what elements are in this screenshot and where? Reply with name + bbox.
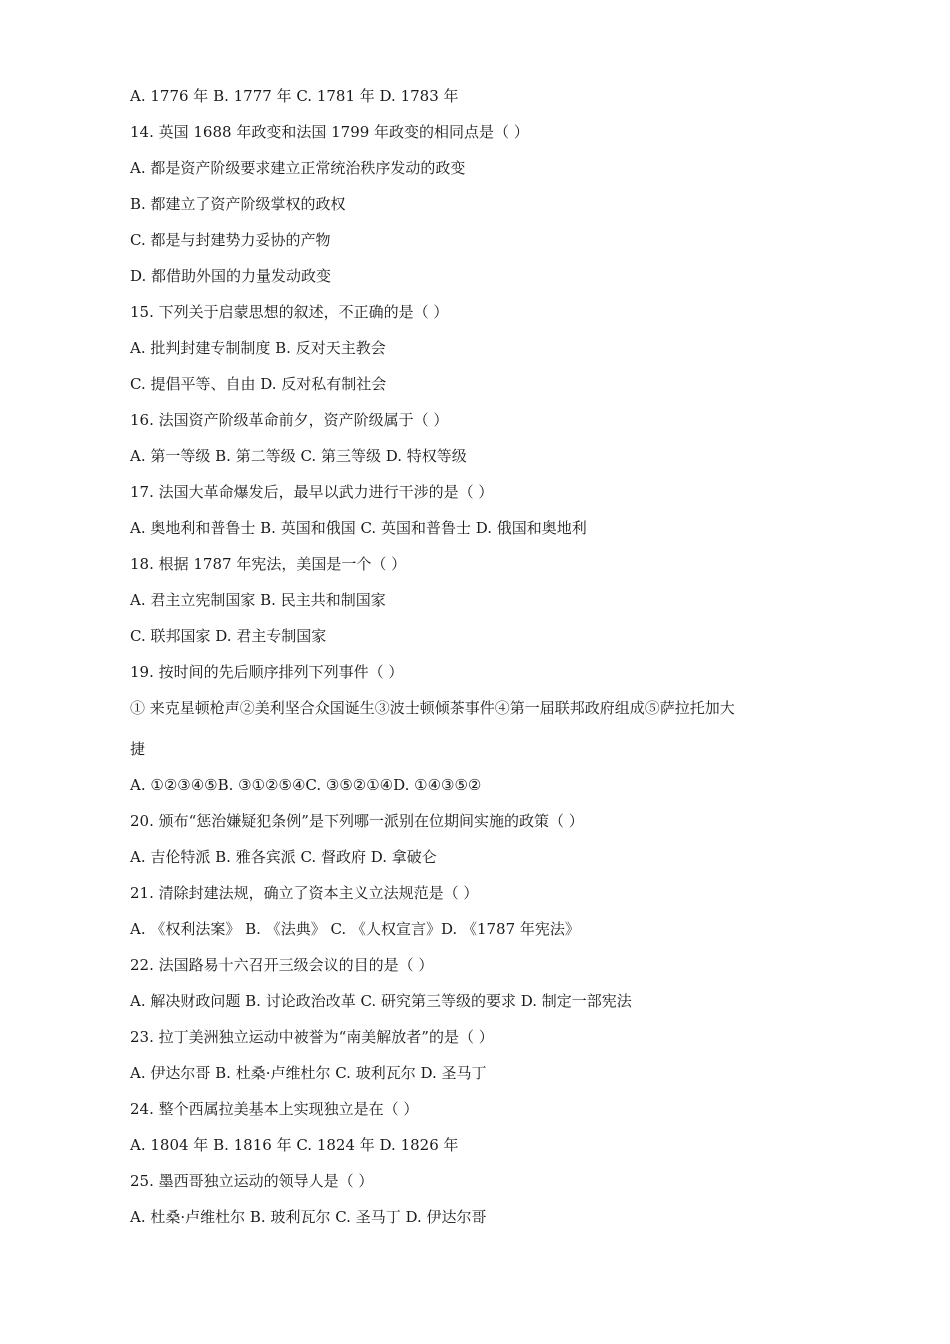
question-16: 16. 法国资产阶级革命前夕，资产阶级属于（ ） bbox=[130, 411, 449, 429]
option-line: A. 都是资产阶级要求建立正常统治秩序发动的政变 bbox=[130, 159, 466, 177]
event-list-line: ① 来克星顿枪声②美利坚合众国诞生③波士顿倾茶事件④第一届联邦政府组成⑤萨拉托加大 bbox=[130, 699, 735, 717]
question-22: 22. 法国路易十六召开三级会议的目的是（ ） bbox=[130, 956, 434, 974]
option-line: A. 1804 年 B. 1816 年 C. 1824 年 D. 1826 年 bbox=[130, 1136, 459, 1154]
question-21: 21. 清除封建法规，确立了资本主义立法规范是（ ） bbox=[130, 884, 479, 902]
question-18: 18. 根据 1787 年宪法，美国是一个（ ） bbox=[130, 555, 407, 573]
document-page bbox=[130, 78, 830, 1235]
question-14: 14. 英国 1688 年政变和法国 1799 年政变的相同点是（ ） bbox=[130, 123, 529, 141]
event-list-continuation: 捷 bbox=[130, 740, 146, 758]
option-line: A. 吉伦特派 B. 雅各宾派 C. 督政府 D. 拿破仑 bbox=[130, 848, 437, 866]
option-line: A. 君主立宪制国家 B. 民主共和制国家 bbox=[130, 591, 386, 609]
option-line: A. 伊达尔哥 B. 杜桑·卢维杜尔 C. 玻利瓦尔 D. 圣马丁 bbox=[130, 1064, 487, 1082]
option-line: D. 都借助外国的力量发动政变 bbox=[130, 267, 332, 285]
option-line: A. ①②③④⑤B. ③①②⑤④C. ③⑤②①④D. ①④③⑤② bbox=[130, 776, 482, 794]
option-line: A. 第一等级 B. 第二等级 C. 第三等级 D. 特权等级 bbox=[130, 447, 467, 465]
question-24: 24. 整个西属拉美基本上实现独立是在（ ） bbox=[130, 1100, 419, 1118]
option-line: A. 《权利法案》 B. 《法典》 C. 《人权宣言》D. 《1787 年宪法》 bbox=[130, 920, 580, 938]
option-line: A. 杜桑·卢维杜尔 B. 玻利瓦尔 C. 圣马丁 D. 伊达尔哥 bbox=[130, 1208, 487, 1226]
option-line: A. 奥地利和普鲁士 B. 英国和俄国 C. 英国和普鲁士 D. 俄国和奥地利 bbox=[130, 519, 587, 537]
question-20: 20. 颁布“惩治嫌疑犯条例”是下列哪一派别在位期间实施的政策（ ） bbox=[130, 812, 584, 830]
question-23: 23. 拉丁美洲独立运动中被誉为“南美解放者”的是（ ） bbox=[130, 1028, 494, 1046]
question-15: 15. 下列关于启蒙思想的叙述，不正确的是（ ） bbox=[130, 303, 449, 321]
text-line: A. 1776 年 B. 1777 年 C. 1781 年 D. 1783 年 bbox=[130, 87, 459, 105]
option-line: C. 提倡平等、自由 D. 反对私有制社会 bbox=[130, 375, 387, 393]
option-line: C. 联邦国家 D. 君主专制国家 bbox=[130, 627, 327, 645]
question-17: 17. 法国大革命爆发后，最早以武力进行干涉的是（ ） bbox=[130, 483, 494, 501]
option-line: B. 都建立了资产阶级掌权的政权 bbox=[130, 195, 346, 213]
option-line: A. 解决财政问题 B. 讨论政治改革 C. 研究第三等级的要求 D. 制定一部宪法 bbox=[130, 992, 632, 1010]
question-19: 19. 按时间的先后顺序排列下列事件（ ） bbox=[130, 663, 404, 681]
option-line: A. 批判封建专制制度 B. 反对天主教会 bbox=[130, 339, 386, 357]
option-line: C. 都是与封建势力妥协的产物 bbox=[130, 231, 331, 249]
question-25: 25. 墨西哥独立运动的领导人是（ ） bbox=[130, 1172, 374, 1190]
